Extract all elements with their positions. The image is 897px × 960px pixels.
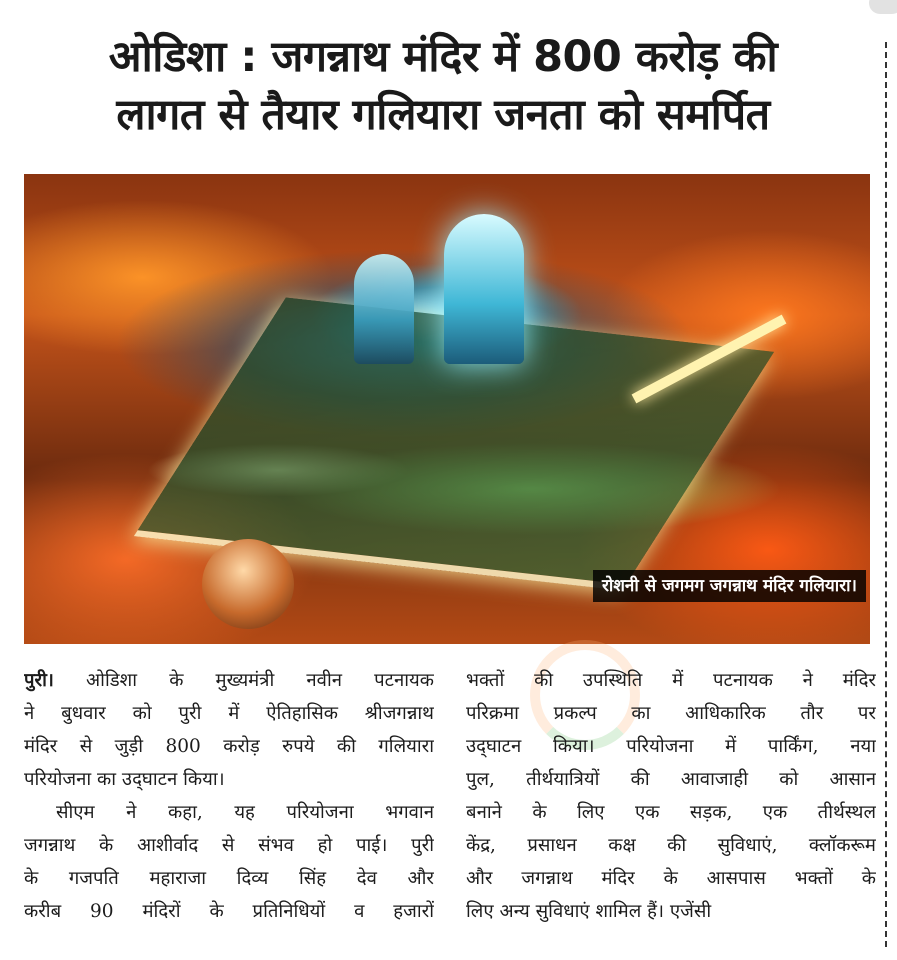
body-line: ने बुधवार को पुरी में ऐतिहासिक श्रीजगन्नाथ (24, 703, 434, 724)
body-line: पुरी। ओडिशा के मुख्यमंत्री नवीन पटनायक (24, 670, 434, 691)
headline-line-1: ओडिशा : जगन्नाथ मंदिर में 800 करोड़ की (108, 32, 778, 82)
body-line: के गजपति महाराजा दिव्य सिंह देव और (24, 868, 434, 889)
column-rule (885, 42, 887, 947)
body-line: जगन्नाथ के आशीर्वाद से संभव हो पाई। पुरी (24, 835, 434, 856)
headline (18, 28, 868, 144)
body-line: केंद्र, प्रसाधन कक्ष की सुविधाएं, क्लॉकरूम (466, 835, 876, 856)
body-line: परिक्रमा प्रकल्प का आधिकारिक तौर पर (466, 703, 876, 724)
dome-building (202, 539, 294, 629)
body-line: पुल, तीर्थयात्रियों की आवाजाही को आसान (466, 769, 876, 790)
temple-spire-secondary (354, 254, 414, 364)
dateline: पुरी। (24, 670, 54, 691)
article-column-right (466, 664, 876, 928)
body-line: और जगन्नाथ मंदिर के आसपास भक्तों के (466, 868, 876, 889)
body-line: लिए अन्य सुविधाएं शामिल हैं। एजेंसी (466, 901, 712, 922)
photo-caption: रोशनी से जगमग जगन्नाथ मंदिर गलियारा। (593, 570, 866, 602)
body-line: परियोजना का उद्‌घाटन किया। (24, 769, 225, 790)
temple-corridor-photo (24, 174, 870, 644)
body-line: सीएम ने कहा, यह परियोजना भगवान (56, 802, 434, 823)
body-line: उद्‌घाटन किया। परियोजना में पार्किंग, नया (466, 736, 876, 757)
body-line: बनाने के लिए एक सड़क, एक तीर्थस्थल (466, 802, 876, 823)
temple-spire-main (444, 214, 524, 364)
body-line: भक्तों की उपस्थिति में पटनायक ने मंदिर (466, 670, 876, 691)
headline-line-2: लागत से तैयार गलियारा जनता को समर्पित (116, 90, 770, 140)
article-column-left (24, 664, 434, 928)
body-line: मंदिर से जुड़ी 800 करोड़ रुपये की गलियारा (24, 736, 434, 757)
body-line: करीब 90 मंदिरों के प्रतिनिधियों व हजारों (24, 901, 434, 922)
corner-tab (869, 0, 897, 14)
